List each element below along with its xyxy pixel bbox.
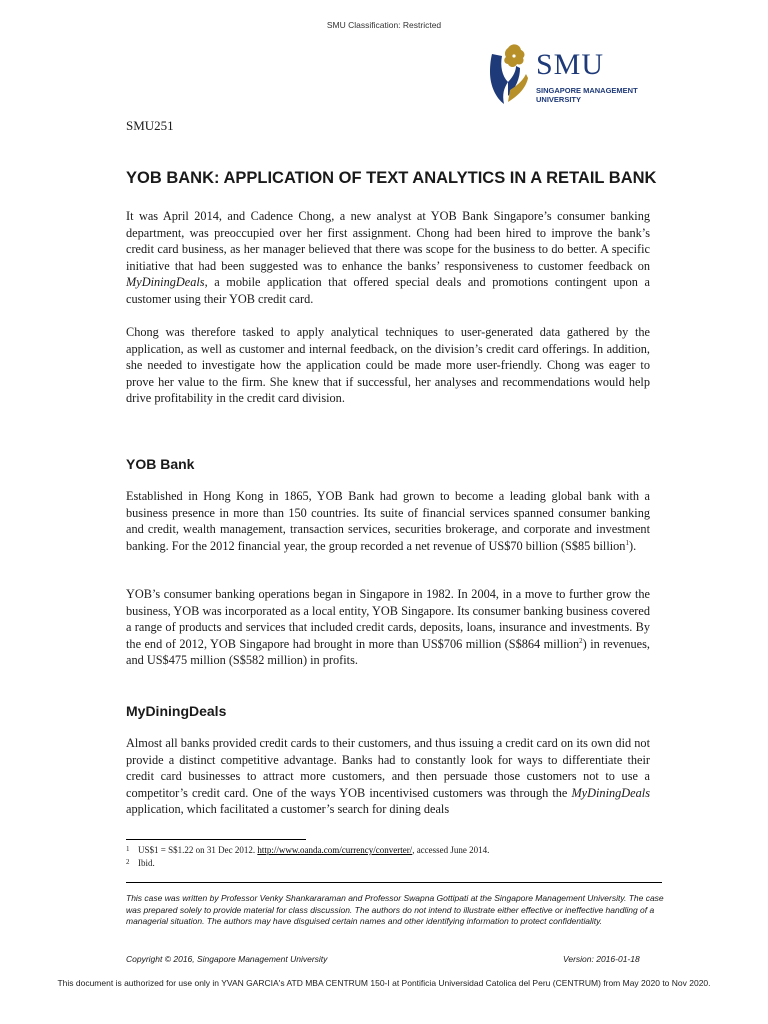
footnote-link[interactable]: http://www.oanda.com/currency/converter/: [257, 845, 413, 855]
footnote-ref: 1: [625, 538, 629, 547]
section-heading-yob-bank: YOB Bank: [126, 456, 195, 472]
logo-subtitle-line2: UNIVERSITY: [536, 95, 582, 104]
section-heading-mydiningdeals: MyDiningDeals: [126, 703, 227, 719]
footnote-text: US$1 = S$1.22 on 31 Dec 2012.: [138, 845, 258, 855]
footnote-number: 1: [126, 845, 130, 853]
smu-logo: [486, 42, 666, 112]
text-run: YOB’s consumer banking operations began in Singapore in 1982. In 2004, in a move to further grow the business, YOB was incorporated as a local entity, YOB Singapore. Its consumer banking business covered a range of products and services that included credit cards, deposits, loans, insurance and investments. By the end of 2012, YOB Singapore had brought in more than US$706 million (S$864 million: [126, 587, 650, 651]
text-run: Almost all banks provided credit cards to their customers, and thus issuing a credit card on its own did not provide a distinct competitive advantage. Banks had to constantly look for ways to differentiate their credit card businesses to attract more customers, and then persuade those customers not to use a competitor’s credit card. One of the ways YOB incentivised customers was through the: [126, 736, 650, 800]
text-run: , a mobile application that offered special deals and promotions contingent upon a customer using their YOB credit card.: [126, 275, 650, 306]
intro-paragraph-1: [126, 208, 650, 307]
app-name: MyDiningDeals: [571, 785, 650, 800]
case-code: SMU251: [126, 118, 174, 133]
text-run: application, which facilitated a customer’s search for dining deals: [126, 802, 450, 816]
yob-paragraph-2: [126, 586, 650, 669]
app-name: MyDiningDeals: [126, 275, 205, 289]
mydiningdeals-paragraph-1: [126, 735, 650, 818]
footnote-1: [126, 845, 489, 855]
logo-subtitle: [536, 86, 638, 104]
intro-paragraph-2: Chong was therefore tasked to apply analytical techniques to user-generated data gathered by the application, as well as customer and internal feedback, on the division’s credit card offerings. In addition, she needed to investigate how the application could be made more user-friendly. Chong was eager to prove her value to the firm. She knew that if successful, her analyses and recommendations would help drive profitability in the credit card division.: [126, 325, 650, 405]
footnote-ref: 2: [579, 636, 583, 645]
page-title: YOB BANK: APPLICATION OF TEXT ANALYTICS IN A RETAIL BANK: [126, 169, 657, 187]
logo-wordmark: SMU: [536, 48, 605, 81]
disclaimer-text: This case was written by Professor Venky Shankararaman and Professor Swapna Gottipati at the Singapore Management University. The case was prepared solely to provide material for class discussion. The authors do not intend to illustrate either effective or ineffective handling of a managerial situation. The authors may have disguised certain names and other identifying information to protect confidentiality.: [126, 893, 664, 926]
version-text: Version: 2016-01-18: [563, 954, 640, 964]
smu-crest-icon: [486, 42, 534, 108]
footnote-number: 2: [126, 858, 130, 866]
authorization-notice: This document is authorized for use only in YVAN GARCIA's ATD MBA CENTRUM 150-I at Pontificia Universidad Catolica del Peru (CENTRUM) from May 2020 to Nov 2020.: [57, 978, 711, 988]
text-run: Established in Hong Kong in 1865, YOB Bank had grown to become a leading global bank with a business presence in more than 150 countries. Its suite of financial services spanned consumer banking and credit, wealth management, transaction services, securities brokerage, and corporate and investment banking. For the 2012 financial year, the group recorded a net revenue of US$70 billion (S$85 billion: [126, 489, 650, 553]
footnote-divider: [126, 839, 306, 840]
disclaimer-divider: [126, 882, 662, 883]
footnote-2: [126, 858, 155, 868]
yob-paragraph-1: [126, 488, 650, 554]
copyright-text: Copyright © 2016, Singapore Management University: [126, 954, 328, 964]
footnote-text: Ibid.: [138, 858, 155, 868]
footnote-text: , accessed June 2014.: [412, 845, 490, 855]
text-run: ) in revenues, and US$475 million (S$582 million) in profits.: [126, 636, 650, 667]
classification-label: SMU Classification: Restricted: [326, 20, 442, 30]
text-run: ).: [628, 538, 637, 553]
logo-subtitle-line1: SINGAPORE MANAGEMENT: [536, 86, 638, 95]
text-run: It was April 2014, and Cadence Chong, a new analyst at YOB Bank Singapore’s consumer banking department, was preoccupied over her first assignment. Chong had been hired to improve the bank’s credit card business, as her manager believed that there was scope for the business to do better. A specific initiative that had been suggested was to enhance the banks’ responsiveness to customer feedback on: [126, 209, 650, 273]
